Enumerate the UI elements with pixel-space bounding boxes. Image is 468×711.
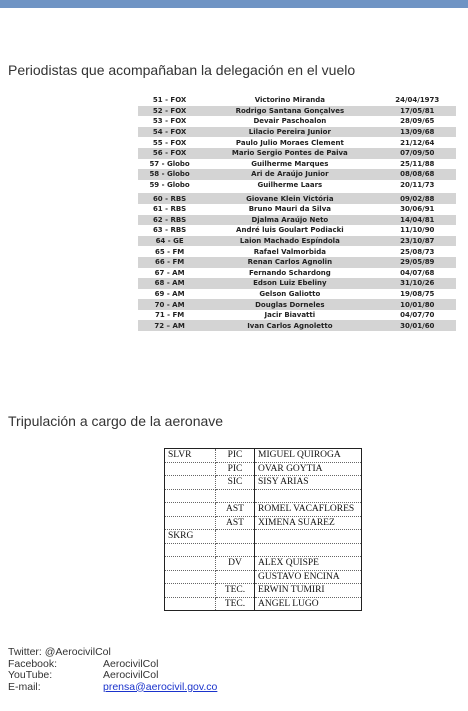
table-row [138, 127, 456, 138]
seat-cell: 55 - FOX [152, 138, 187, 147]
crew-group-cell [165, 462, 216, 476]
crew-name-cell: SISY ARIAS [255, 476, 362, 490]
name-cell: Giovane Klein Victória [201, 192, 378, 204]
crew-name-cell: GUSTAVO ENCINA [255, 570, 362, 584]
date-cell: 11/10/90 [400, 226, 435, 235]
table-row [138, 268, 456, 279]
crew-group-cell: SKRG [165, 530, 216, 544]
seat-cell: 52 - FOX [138, 106, 201, 117]
crew-role-cell: TEC. [216, 597, 255, 611]
crew-name-cell: ANGEL LUGO [255, 597, 362, 611]
crew-group-cell [165, 516, 216, 530]
name-cell: Paulo Julio Moraes Clement [235, 138, 344, 147]
email-link[interactable]: prensa@aerocivil.gov.co [103, 680, 218, 693]
crew-name-cell: XIMENA SUAREZ [255, 516, 362, 530]
table-row [138, 169, 456, 180]
seat-cell: 66 - FM [138, 257, 201, 268]
crew-group-cell [165, 570, 216, 584]
twitter-line: Twitter: @AerocivilCol [8, 646, 111, 658]
seat-cell: 58 - Globo [138, 169, 201, 180]
crew-role-cell: DV [216, 557, 255, 571]
crew-name-cell [255, 543, 362, 557]
crew-group-cell [165, 543, 216, 557]
name-cell: Jacir Biavatti [264, 311, 316, 320]
table-row [165, 516, 362, 530]
crew-role-cell: PIC [216, 462, 255, 476]
crew-name-cell: MIGUEL QUIROGA [255, 449, 362, 463]
date-cell: 28/09/65 [400, 117, 435, 126]
crew-role-cell: AST [216, 503, 255, 517]
seat-cell: 53 - FOX [152, 117, 187, 126]
table-row [165, 449, 362, 463]
youtube-value: AerocivilCol [103, 669, 159, 681]
table-row [165, 503, 362, 517]
table-row [165, 584, 362, 598]
crew-role-cell [216, 543, 255, 557]
crew-name-cell: ERWIN TUMIRI [255, 584, 362, 598]
table-row [138, 192, 456, 204]
name-cell: Gelson Galiotto [259, 289, 321, 298]
seat-cell: 62 - RBS [138, 215, 201, 226]
name-cell: Rafael Valmorbida [253, 247, 327, 256]
name-cell: Guilherme Laars [257, 181, 323, 190]
date-cell: 31/10/26 [379, 278, 456, 289]
crew-name-cell: ALEX QUISPE [255, 557, 362, 571]
date-cell: 21/12/64 [400, 138, 435, 147]
name-cell: Ivan Carlos Agnoletto [201, 320, 378, 331]
name-cell: André luis Goulart Podiacki [236, 226, 344, 235]
journalists-heading: Periodistas que acompañaban la delegación en el vuelo [8, 62, 356, 78]
table-row [138, 299, 456, 310]
crew-role-cell [216, 489, 255, 503]
crew-name-cell: OVAR GOYTIA [255, 462, 362, 476]
table-row [138, 116, 456, 127]
name-cell: Fernando Schardong [248, 268, 331, 277]
name-cell: Rodrigo Santana Gonçalves [201, 106, 378, 117]
contact-block [8, 646, 218, 693]
table-row [138, 225, 456, 236]
name-cell: Victorino Miranda [254, 96, 326, 105]
name-cell: Edson Luiz Ebeliny [201, 278, 378, 289]
youtube-label: YouTube: [8, 669, 53, 681]
crew-role-cell: AST [216, 516, 255, 530]
name-cell: Mario Sergio Pontes de Paiva [201, 148, 378, 159]
crew-name-cell [255, 530, 362, 544]
table-row [138, 320, 456, 331]
table-row [138, 137, 456, 148]
crew-group-cell [165, 489, 216, 503]
table-row [138, 310, 456, 321]
seat-cell: 54 - FOX [138, 127, 201, 138]
name-cell: Djalma Araújo Neto [201, 215, 378, 226]
facebook-value: AerocivilCol [103, 657, 159, 670]
date-cell: 29/05/89 [379, 257, 456, 268]
name-cell: Guilherme Marques [251, 159, 329, 168]
seat-cell: 63 - RBS [152, 226, 187, 235]
crew-role-cell: SIC [216, 476, 255, 490]
table-row [165, 476, 362, 490]
table-row [138, 180, 456, 192]
date-cell: 17/05/81 [379, 106, 456, 117]
table-row [138, 159, 456, 170]
date-cell: 19/08/75 [400, 289, 435, 298]
name-cell: Renan Carlos Agnolin [201, 257, 378, 268]
crew-group-cell [165, 597, 216, 611]
crew-group-cell [165, 503, 216, 517]
seat-cell: 71 - FM [154, 311, 185, 320]
table-row [165, 557, 362, 571]
table-row [138, 106, 456, 117]
seat-cell: 68 - AM [138, 278, 201, 289]
date-cell: 10/01/80 [379, 299, 456, 310]
crew-name-cell: ROMEL VACAFLORES [255, 503, 362, 517]
table-row [138, 95, 456, 106]
seat-cell: 69 - AM [154, 289, 185, 298]
facebook-label: Facebook: [8, 657, 58, 670]
table-row [138, 289, 456, 300]
name-cell: Devair Paschoalon [253, 117, 327, 126]
crew-role-cell [216, 570, 255, 584]
date-cell: 23/10/87 [379, 236, 456, 247]
table-row [138, 204, 456, 215]
name-cell: Ari de Araújo Junior [201, 169, 378, 180]
date-cell: 04/07/68 [400, 268, 435, 277]
date-cell: 30/01/60 [379, 320, 456, 331]
date-cell: 04/07/70 [400, 311, 435, 320]
table-row [165, 489, 362, 503]
crew-role-cell [216, 530, 255, 544]
crew-name-cell [255, 489, 362, 503]
seat-cell: 70 - AM [138, 299, 201, 310]
crew-heading: Tripulación a cargo de la aeronave [8, 413, 224, 429]
table-row [165, 530, 362, 544]
name-cell: Bruno Mauri da Silva [248, 205, 331, 214]
table-row [165, 462, 362, 476]
seat-cell: 60 - RBS [138, 192, 201, 204]
table-row [138, 278, 456, 289]
date-cell: 20/11/73 [400, 181, 435, 190]
date-cell: 25/08/73 [400, 247, 435, 256]
crew-group-cell [165, 557, 216, 571]
date-cell: 24/04/1973 [395, 96, 440, 105]
top-accent-bar [0, 0, 468, 8]
date-cell: 13/09/68 [379, 127, 456, 138]
crew-role-cell: PIC [216, 449, 255, 463]
seat-cell: 57 - Globo [149, 159, 190, 168]
seat-cell: 51 - FOX [152, 96, 187, 105]
crew-group-cell [165, 584, 216, 598]
email-line [8, 680, 218, 694]
date-cell: 09/02/88 [379, 192, 456, 204]
date-cell: 08/08/68 [379, 169, 456, 180]
name-cell: Lilacio Pereira Junior [201, 127, 378, 138]
table-row [138, 246, 456, 257]
date-cell: 30/06/91 [400, 205, 435, 214]
seat-cell: 61 - RBS [152, 205, 187, 214]
seat-cell: 56 - FOX [138, 148, 201, 159]
name-cell: Laion Machado Espíndola [201, 236, 378, 247]
table-row [165, 597, 362, 611]
date-cell: 14/04/81 [379, 215, 456, 226]
name-cell: Douglas Dorneles [201, 299, 378, 310]
table-row [138, 257, 456, 268]
crew-group-cell [165, 476, 216, 490]
date-cell: 07/09/50 [379, 148, 456, 159]
table-row [165, 543, 362, 557]
table-row [138, 236, 456, 247]
seat-cell: 64 - GE [138, 236, 201, 247]
date-cell: 25/11/88 [400, 159, 435, 168]
crew-table [164, 448, 362, 611]
table-row [165, 570, 362, 584]
crew-group-cell: SLVR [165, 449, 216, 463]
crew-role-cell: TEC. [216, 584, 255, 598]
seat-cell: 72 – AM [138, 320, 201, 331]
journalists-table [138, 95, 456, 331]
table-row [138, 215, 456, 226]
table-row [138, 148, 456, 159]
email-label: E-mail: [8, 680, 41, 693]
seat-cell: 65 - FM [154, 247, 185, 256]
seat-cell: 59 - Globo [149, 181, 190, 190]
seat-cell: 67 - AM [154, 268, 185, 277]
